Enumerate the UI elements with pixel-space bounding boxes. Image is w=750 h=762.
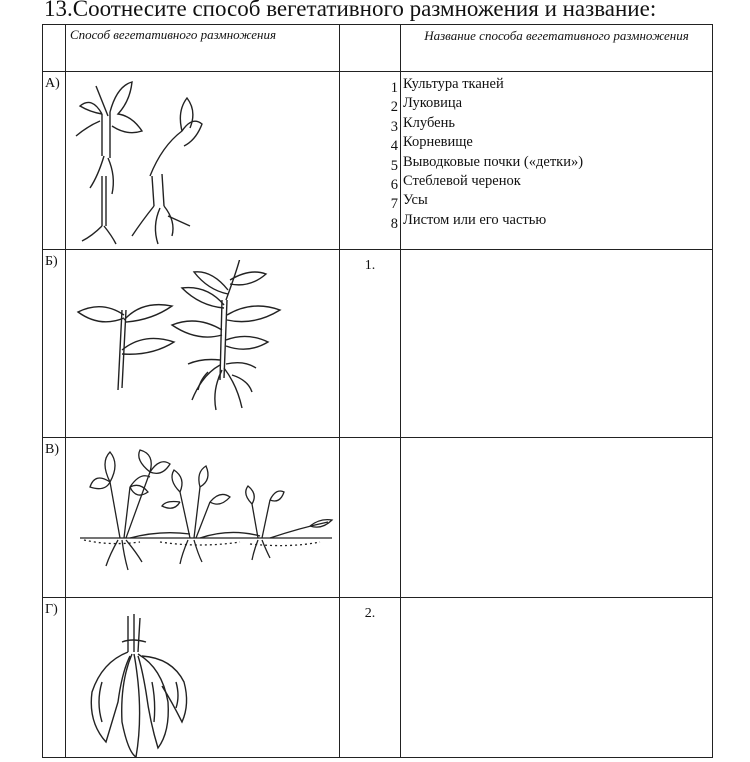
row-letter: А) xyxy=(43,72,66,250)
list-item: Клубень xyxy=(403,114,455,131)
row-letter: В) xyxy=(43,438,66,598)
table-row xyxy=(43,438,713,598)
runners-icon xyxy=(70,442,336,572)
illustration-cell xyxy=(66,598,340,758)
list-item: Луковица xyxy=(403,95,463,112)
answer-cell xyxy=(401,250,713,438)
header-empty-2 xyxy=(340,25,401,72)
answer-number: 1. xyxy=(340,250,401,438)
option-number: 2 xyxy=(390,99,398,116)
list-item: Корневище xyxy=(403,134,473,151)
root-cuttings-icon xyxy=(72,76,222,246)
row-letter: Б) xyxy=(43,250,66,438)
table-row xyxy=(43,598,713,758)
list-item: Стеблевой черенок xyxy=(403,173,521,190)
option-number: 5 xyxy=(390,157,398,174)
illustration-cell xyxy=(66,72,340,250)
header-empty-1 xyxy=(43,25,66,72)
header-method: Способ вегетативного размножения xyxy=(66,25,340,72)
tuberous-roots-icon xyxy=(72,612,202,762)
option-number: 7 xyxy=(390,196,398,213)
answer-number: 2. xyxy=(340,598,401,758)
option-number: 1 xyxy=(390,80,398,96)
task-title: 13.Соотнесите способ вегетативного размножения и название: xyxy=(44,0,657,21)
header-row xyxy=(43,25,713,72)
numbers-cell xyxy=(340,72,401,250)
list-item: Листом или его частью xyxy=(403,211,547,228)
answer-number-empty xyxy=(340,438,401,598)
option-number: 6 xyxy=(390,177,398,194)
list-item: Выводковые почки («детки») xyxy=(403,153,584,170)
illustration-cell xyxy=(66,250,340,438)
matching-table xyxy=(42,24,713,758)
answer-cell xyxy=(401,438,713,598)
answer-cell xyxy=(401,598,713,758)
header-name: Название способа вегетативного размножения xyxy=(401,25,713,72)
options-list xyxy=(401,72,712,230)
table-row xyxy=(43,250,713,438)
option-number: 4 xyxy=(390,138,398,155)
list-item: Культура тканей xyxy=(403,76,504,92)
stem-cutting-icon xyxy=(72,260,292,420)
illustration-cell xyxy=(66,438,340,598)
option-number: 8 xyxy=(390,215,398,232)
table-row xyxy=(43,72,713,250)
list-item: Усы xyxy=(403,192,428,209)
option-number: 3 xyxy=(390,118,398,135)
options-cell xyxy=(401,72,713,250)
row-letter: Г) xyxy=(43,598,66,758)
